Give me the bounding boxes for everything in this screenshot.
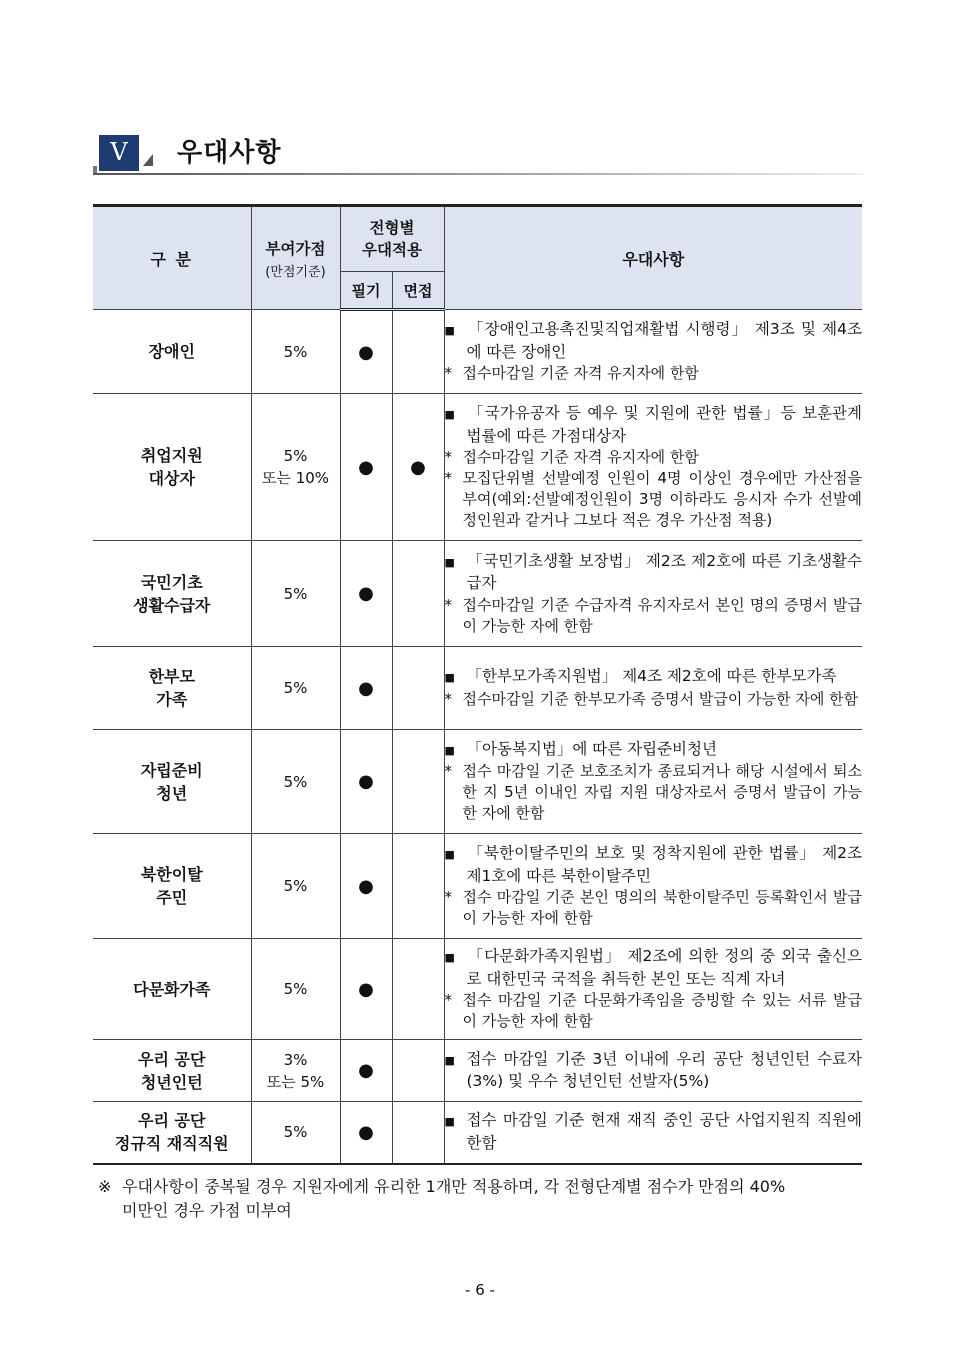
written-applied-icon: ● [340,730,392,834]
row-category: 우리 공단 청년인턴 [93,1040,251,1102]
asterisk-icon: * [444,469,452,487]
detail-note [445,363,863,384]
detail-item-text: 접수 마감일 기준 현재 재직 중인 공단 사업지원직 직원에 한함 [466,1111,862,1152]
row-details [444,541,862,647]
header-points-sub: (만점기준) [265,264,326,280]
row-details [444,730,862,834]
footnote-text-2: 미만인 경우 가점 미부여 [122,1201,292,1220]
row-category: 취업지원 대상자 [93,394,251,541]
detail-note-text: 접수 마감일 기준 본인 명의의 북한이탈주민 등록확인서 발급이 가능한 자에 한함 [462,888,862,927]
row-category: 자립준비 청년 [93,730,251,834]
triangle-marker-icon [143,154,153,166]
heading-underline [93,173,863,175]
header-points-label: 부여가점 [265,239,326,258]
detail-item-text: 접수 마감일 기준 3년 이내에 우리 공단 청년인턴 수료자(3%) 및 우수 청년인턴 선발자(5%) [466,1049,862,1090]
row-points: 3% 또는 5% [251,1040,340,1102]
detail-note-text: 접수 마감일 기준 보호조치가 종료되거나 해당 시설에서 퇴소한 지 5년 이내인 자립 지원 대상자로서 증명서 발급이 가능한 자에 한함 [462,762,862,823]
square-bullet-icon: ■ [444,848,455,861]
reference-mark-icon: ※ [98,1177,112,1196]
detail-item [445,403,863,447]
detail-note [445,990,863,1032]
table-row [93,1040,862,1102]
row-details [444,939,862,1040]
footnote-text-1: 우대사항이 중복될 경우 지원자에게 유리한 1개만 적용하며, 각 전형단계별 점수가 만점의 40% [122,1177,786,1196]
table-row [93,730,862,834]
row-category: 장애인 [93,310,251,394]
detail-item [445,1110,863,1154]
section-heading [93,130,863,176]
detail-item [445,319,863,363]
row-category: 국민기초 생활수급자 [93,541,251,647]
written-applied-icon: ● [340,1102,392,1164]
detail-item-text: 「한부모가족지원법」 제4조 제2호에 따른 한부모가족 [466,667,837,686]
header-points [251,206,340,310]
detail-note [445,468,863,531]
row-points: 5% [251,541,340,647]
row-details [444,1102,862,1164]
interview-applied-icon [392,310,444,394]
row-points: 5% [251,730,340,834]
table-row [93,541,862,647]
row-category: 우리 공단 정규직 재직직원 [93,1102,251,1164]
interview-applied-icon [392,939,444,1040]
row-category: 다문화가족 [93,939,251,1040]
detail-item [445,739,863,762]
detail-item-text: 「다문화가족지원법」 제2조에 의한 정의 중 외국 출신으로 대한민국 국적을 취득한 본인 또는 직계 자녀 [466,947,862,988]
detail-item-text: 「장애인고용촉진및직업재활법 시행령」 제3조 및 제4조에 따른 장애인 [466,320,862,361]
interview-applied-icon [392,1040,444,1102]
square-bullet-icon: ■ [444,743,455,757]
written-applied-icon: ● [340,647,392,730]
table-row [93,1102,862,1164]
row-details [444,834,862,939]
written-applied-icon: ● [340,394,392,541]
square-bullet-icon: ■ [444,951,455,964]
row-details [444,310,862,394]
square-bullet-icon: ■ [444,555,455,569]
header-stage-group: 전형별 우대적용 [340,206,444,272]
detail-item-text: 「국민기초생활 보장법」 제2조 제2호에 따른 기초생활수급자 [466,551,862,592]
square-bullet-icon: ■ [444,1115,455,1129]
footnote [98,1175,878,1223]
asterisk-icon: * [444,888,452,906]
interview-applied-icon [392,647,444,730]
interview-applied-icon: ● [392,394,444,541]
row-points: 5% [251,939,340,1040]
detail-item-text: 「북한이탈주민의 보호 및 정착지원에 관한 법률」 제2조 제1호에 따른 북한이탈주민 [466,844,862,885]
detail-item [445,551,863,595]
written-applied-icon: ● [340,1040,392,1102]
detail-item-text: 「국가유공자 등 예우 및 지원에 관한 법률」등 보훈관계 법률에 따른 가점대상자 [466,404,862,445]
row-points: 5% 또는 10% [251,394,340,541]
table-row [93,834,862,939]
written-applied-icon: ● [340,834,392,939]
detail-note [445,595,863,637]
row-details [444,1040,862,1102]
detail-note-text: 모집단위별 선발예정 인원이 4명 이상인 경우에만 가산점을 부여(예외:선발예정인원이 3명 이하라도 응시자 수가 선발예정인원과 같거나 그보다 적은 경우 가산점 적용) [462,469,862,529]
preference-table [93,204,862,1165]
detail-note-text: 접수마감일 기준 자격 유지자에 한함 [462,364,699,382]
header-interview: 면접 [392,272,444,310]
interview-applied-icon [392,1102,444,1164]
header-details: 우대사항 [444,206,862,310]
asterisk-icon: * [444,991,452,1009]
detail-item [445,666,863,689]
detail-note-text: 접수 마감일 기준 다문화가족임을 증빙할 수 있는 서류 발급이 가능한 자에 한함 [462,991,862,1030]
asterisk-icon: * [444,595,452,614]
table-row [93,939,862,1040]
row-points: 5% [251,647,340,730]
detail-item [445,946,863,990]
detail-note [445,447,863,468]
asterisk-icon: * [444,762,452,781]
written-applied-icon: ● [340,939,392,1040]
interview-applied-icon [392,541,444,647]
detail-item-text: 「아동복지법」에 따른 자립준비청년 [466,739,717,758]
row-points: 5% [251,834,340,939]
row-points: 5% [251,1102,340,1164]
square-bullet-icon: ■ [444,671,455,685]
written-applied-icon: ● [340,310,392,394]
detail-item [445,843,863,887]
row-details [444,394,862,541]
written-applied-icon: ● [340,541,392,647]
asterisk-icon: * [444,364,452,382]
detail-note-text: 접수마감일 기준 수급자격 유지자로서 본인 명의 증명서 발급이 가능한 자에 한함 [462,595,862,635]
interview-applied-icon [392,834,444,939]
row-category: 북한이탈 주민 [93,834,251,939]
header-written: 필기 [340,272,392,310]
detail-note-text: 접수마감일 기준 한부모가족 증명서 발급이 가능한 자에 한함 [462,689,859,708]
square-bullet-icon: ■ [444,1053,455,1067]
table-body [93,310,862,1164]
row-points: 5% [251,310,340,394]
row-category: 한부모 가족 [93,647,251,730]
table-row [93,394,862,541]
square-bullet-icon: ■ [444,408,455,421]
section-number-badge: Ⅴ [99,135,139,171]
page-number: - 6 - [465,1281,495,1299]
square-bullet-icon: ■ [444,324,455,337]
header-category: 구 분 [93,206,251,310]
row-details [444,647,862,730]
detail-note [445,761,863,824]
detail-note-text: 접수마감일 기준 자격 유지자에 한함 [462,448,699,466]
detail-item [445,1049,863,1093]
footnote-line-1 [98,1175,878,1199]
section-title: 우대사항 [177,138,282,168]
table-row [93,310,862,394]
table-row [93,647,862,730]
asterisk-icon: * [444,689,452,708]
interview-applied-icon [392,730,444,834]
asterisk-icon: * [444,448,452,466]
detail-note [445,689,863,710]
detail-note [445,887,863,929]
